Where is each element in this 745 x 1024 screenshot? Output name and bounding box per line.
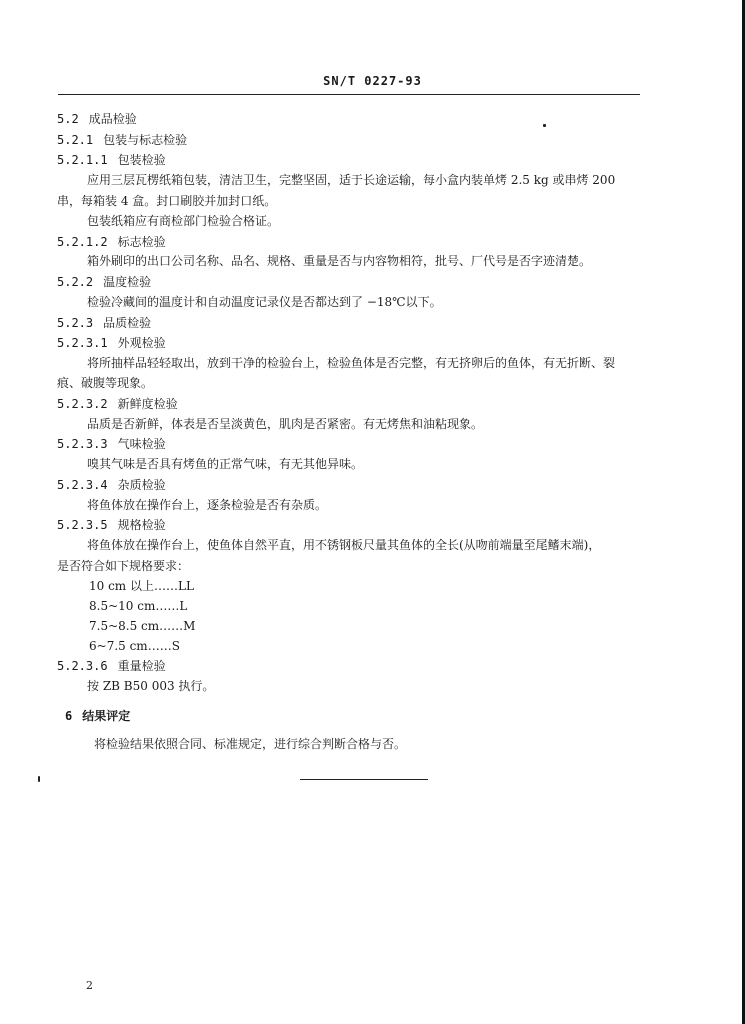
paragraph-line: 将所抽样品轻轻取出，放到干净的检验台上，检验鱼体是否完整，有无挤卵后的鱼体，有无折断、裂 <box>87 356 616 370</box>
scan-speck <box>543 124 546 127</box>
heading-5-2 <box>57 111 137 127</box>
section-title: 包装与标志检验 <box>103 133 188 147</box>
section-number: 5.2.1.2 <box>57 235 108 249</box>
section-title: 标志检验 <box>117 235 166 249</box>
paragraph-line: 应用三层瓦楞纸箱包装，清洁卫生，完整坚固，适于长途运输，每小盒内装单烤 2.5 kg 或串烤 200 <box>87 173 616 187</box>
paragraph-line: 嗅其气味是否具有烤鱼的正常气味，有无其他异味。 <box>87 457 364 471</box>
heading-5-2-3-4 <box>57 477 166 493</box>
paragraph-line: 串，每箱装 4 盒。封口刷胶并加封口纸。 <box>57 194 277 208</box>
paragraph-line: 将鱼体放在操作台上，逐条检验是否有杂质。 <box>87 498 328 512</box>
section-number: 5.2.1.1 <box>57 153 108 167</box>
section-title: 新鲜度检验 <box>117 397 178 411</box>
paragraph-line: 包装纸箱应有商检部门检验合格证。 <box>87 214 280 228</box>
paragraph-line: 按 ZB B50 003 执行。 <box>87 679 215 693</box>
paragraph-line: 检验冷藏间的温度计和自动温度记录仪是否都达到了 −18℃以下。 <box>87 295 442 309</box>
heading-5-2-3-2 <box>57 396 178 412</box>
section-number: 5.2 <box>57 112 79 126</box>
heading-6 <box>65 708 130 724</box>
paragraph-line: 箱外刷印的出口公司名称、品名、规格、重量是否与内容物相符，批号、厂代号是否字迹清楚。 <box>87 254 592 268</box>
section-title: 品质检验 <box>103 316 152 330</box>
section-title: 重量检验 <box>117 659 166 673</box>
heading-5-2-1-2 <box>57 234 166 250</box>
section-title: 外观检验 <box>117 336 166 350</box>
section-title: 规格检验 <box>117 518 166 532</box>
heading-5-2-3-3 <box>57 436 166 452</box>
scan-speck <box>38 776 40 782</box>
heading-5-2-3-5 <box>57 517 166 533</box>
spec-item: 10 cm 以上……LL <box>89 579 194 593</box>
spec-item: 6~7.5 cm……S <box>89 639 180 653</box>
section-number: 5.2.3.4 <box>57 478 108 492</box>
paragraph-line: 痕、破腹等现象。 <box>57 376 154 390</box>
section-title: 杂质检验 <box>117 478 166 492</box>
section-number: 5.2.3.5 <box>57 518 108 532</box>
section-number: 6 <box>65 709 73 723</box>
paragraph-line: 将鱼体放在操作台上，使鱼体自然平直，用不锈钢板尺量其鱼体的全长(从吻前端量至尾鳍末端)， <box>87 538 601 552</box>
heading-5-2-1-1 <box>57 152 166 168</box>
heading-5-2-2 <box>57 274 151 290</box>
section-title: 包装检验 <box>117 153 166 167</box>
heading-5-2-3 <box>57 315 151 331</box>
paragraph-line: 品质是否新鲜，体表是否呈淡黄色，肌肉是否紧密。有无烤焦和油粘现象。 <box>87 417 484 431</box>
section-title: 气味检验 <box>117 437 166 451</box>
spec-item: 7.5~8.5 cm……M <box>89 619 196 633</box>
section-number: 5.2.3.6 <box>57 659 108 673</box>
heading-5-2-3-6 <box>57 658 166 674</box>
end-rule <box>300 779 428 780</box>
heading-5-2-1 <box>57 132 187 148</box>
standard-code: SN/T 0227-93 <box>323 74 422 88</box>
section-title: 温度检验 <box>103 275 152 289</box>
spec-item: 8.5~10 cm……L <box>89 599 188 613</box>
section-number: 5.2.3.2 <box>57 397 108 411</box>
paragraph-line: 是否符合如下规格要求： <box>57 559 190 573</box>
heading-5-2-3-1 <box>57 335 166 351</box>
page-number: 2 <box>86 979 93 992</box>
section-number: 5.2.3 <box>57 316 94 330</box>
section-title: 结果评定 <box>82 709 131 723</box>
section-number: 5.2.2 <box>57 275 94 289</box>
header-rule <box>58 94 640 95</box>
section-number: 5.2.3.3 <box>57 437 108 451</box>
section-number: 5.2.1 <box>57 133 94 147</box>
paragraph-line: 将检验结果依照合同、标准规定，进行综合判断合格与否。 <box>94 737 407 751</box>
section-title: 成品检验 <box>88 112 137 126</box>
section-number: 5.2.3.1 <box>57 336 108 350</box>
